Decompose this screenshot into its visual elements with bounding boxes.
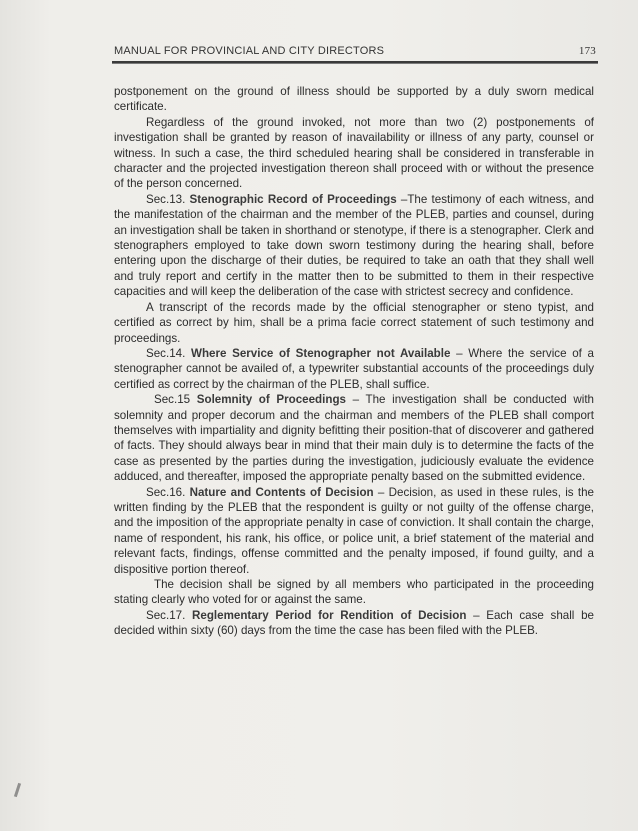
section-13 <box>114 192 594 300</box>
section-heading: Solemnity of Proceedings <box>196 393 346 407</box>
section-heading: Nature and Contents of Decision <box>189 485 374 499</box>
section-number: Sec.17. <box>146 608 193 622</box>
paragraph <box>114 577 594 608</box>
paragraph-text: A transcript of the records made by the official stenographer or steno typist, and certified as correct by him, shall be a prima facie correct statement of such testimony and proceedings. <box>114 300 594 345</box>
paragraph-text: The decision shall be signed by all members who participated in the proceeding stating clearly who voted for or against the same. <box>114 578 594 607</box>
pen-mark <box>14 783 21 797</box>
page-header <box>114 45 596 61</box>
section-heading: Stenographic Record of Proceedings <box>189 192 397 206</box>
running-title: MANUAL FOR PROVINCIAL AND CITY DIRECTORS <box>114 45 385 57</box>
paragraph <box>114 300 594 346</box>
paragraph-text: –The testimony of each witness, and the manifestation of the chairman and the member of the PLEB, parties and counsel, during an investigation shall be taken in shorthand or stenotype, if there is a stenographer. Clerk and stenographers employed to take down sworn testimony during the hearing shall, before entering upon the discharge of their duties, be required to take an oath that they shall well and truly report and certify in the matter then to be submitted to them in their respective capacities and will keep the deliberation of the case with strictest secrecy and confidence. <box>114 192 594 299</box>
section-number: Sec.16. <box>146 485 190 499</box>
paragraph-text: – Each case shall be decided within sixty (60) days from the time the case has been filed with the PLEB. <box>114 608 594 638</box>
paragraph-text: – Decision, as used in these rules, is the written finding by the PLEB that the respondent is guilty or not guilty of the offense charge, and the imposition of the appropriate penalty in case of conviction. It shall contain the charge, name of respondent, his rank, his office, or police unit, a brief statement of the material and relevant facts, findings, offense committed and the penalty imposed, if found guilty, and a dispositive portion thereof. <box>114 485 594 576</box>
paragraph-text: – Where the service of a stenographer cannot be availed of, a typewriter substantial accounts of the proceedings duly certified as correct by the chairman of the PLEB, shall suffice. <box>114 346 594 391</box>
section-heading: Reglementary Period for Rendition of Decision <box>192 608 467 622</box>
section-14 <box>114 346 594 392</box>
section-15 <box>114 392 594 484</box>
section-number: Sec.13. <box>146 192 190 206</box>
paragraph-text: – The investigation shall be conducted with solemnity and proper decorum and the chairman and members of the PLEB shall comport themselves with impartiality and dignity befitting their position-that of discoverer and gathered of facts. They should always bear in mind that their main duly is to determine the facts of the case as presented by the parties during the investigation, judiciously evaluate the evidence adduced, and thereafter, imposed the appropriate penalty based on the submitted evidence. <box>114 393 594 484</box>
section-number: Sec.15 <box>154 393 197 407</box>
page-number: 173 <box>578 45 596 57</box>
section-heading: Where Service of Stenographer not Available <box>191 346 451 360</box>
paragraph-text: Regardless of the ground invoked, not more than two (2) postponements of investigation shall be granted by reason of inavailability or illness of any party, counsel or witness. In such a case, the third scheduled hearing shall be considered in transferable in character and the projected investigation thereon shall proceed with or without the presence of the person concerned. <box>114 115 594 191</box>
body-text <box>114 84 594 639</box>
header-rule <box>112 61 598 64</box>
paragraph <box>114 84 594 115</box>
paragraph <box>114 115 594 192</box>
section-number: Sec.14. <box>146 346 191 360</box>
section-16 <box>114 485 594 577</box>
paragraph-text: postponement on the ground of illness should be supported by a duly sworn medical certificate. <box>114 85 594 114</box>
section-17 <box>114 608 594 639</box>
